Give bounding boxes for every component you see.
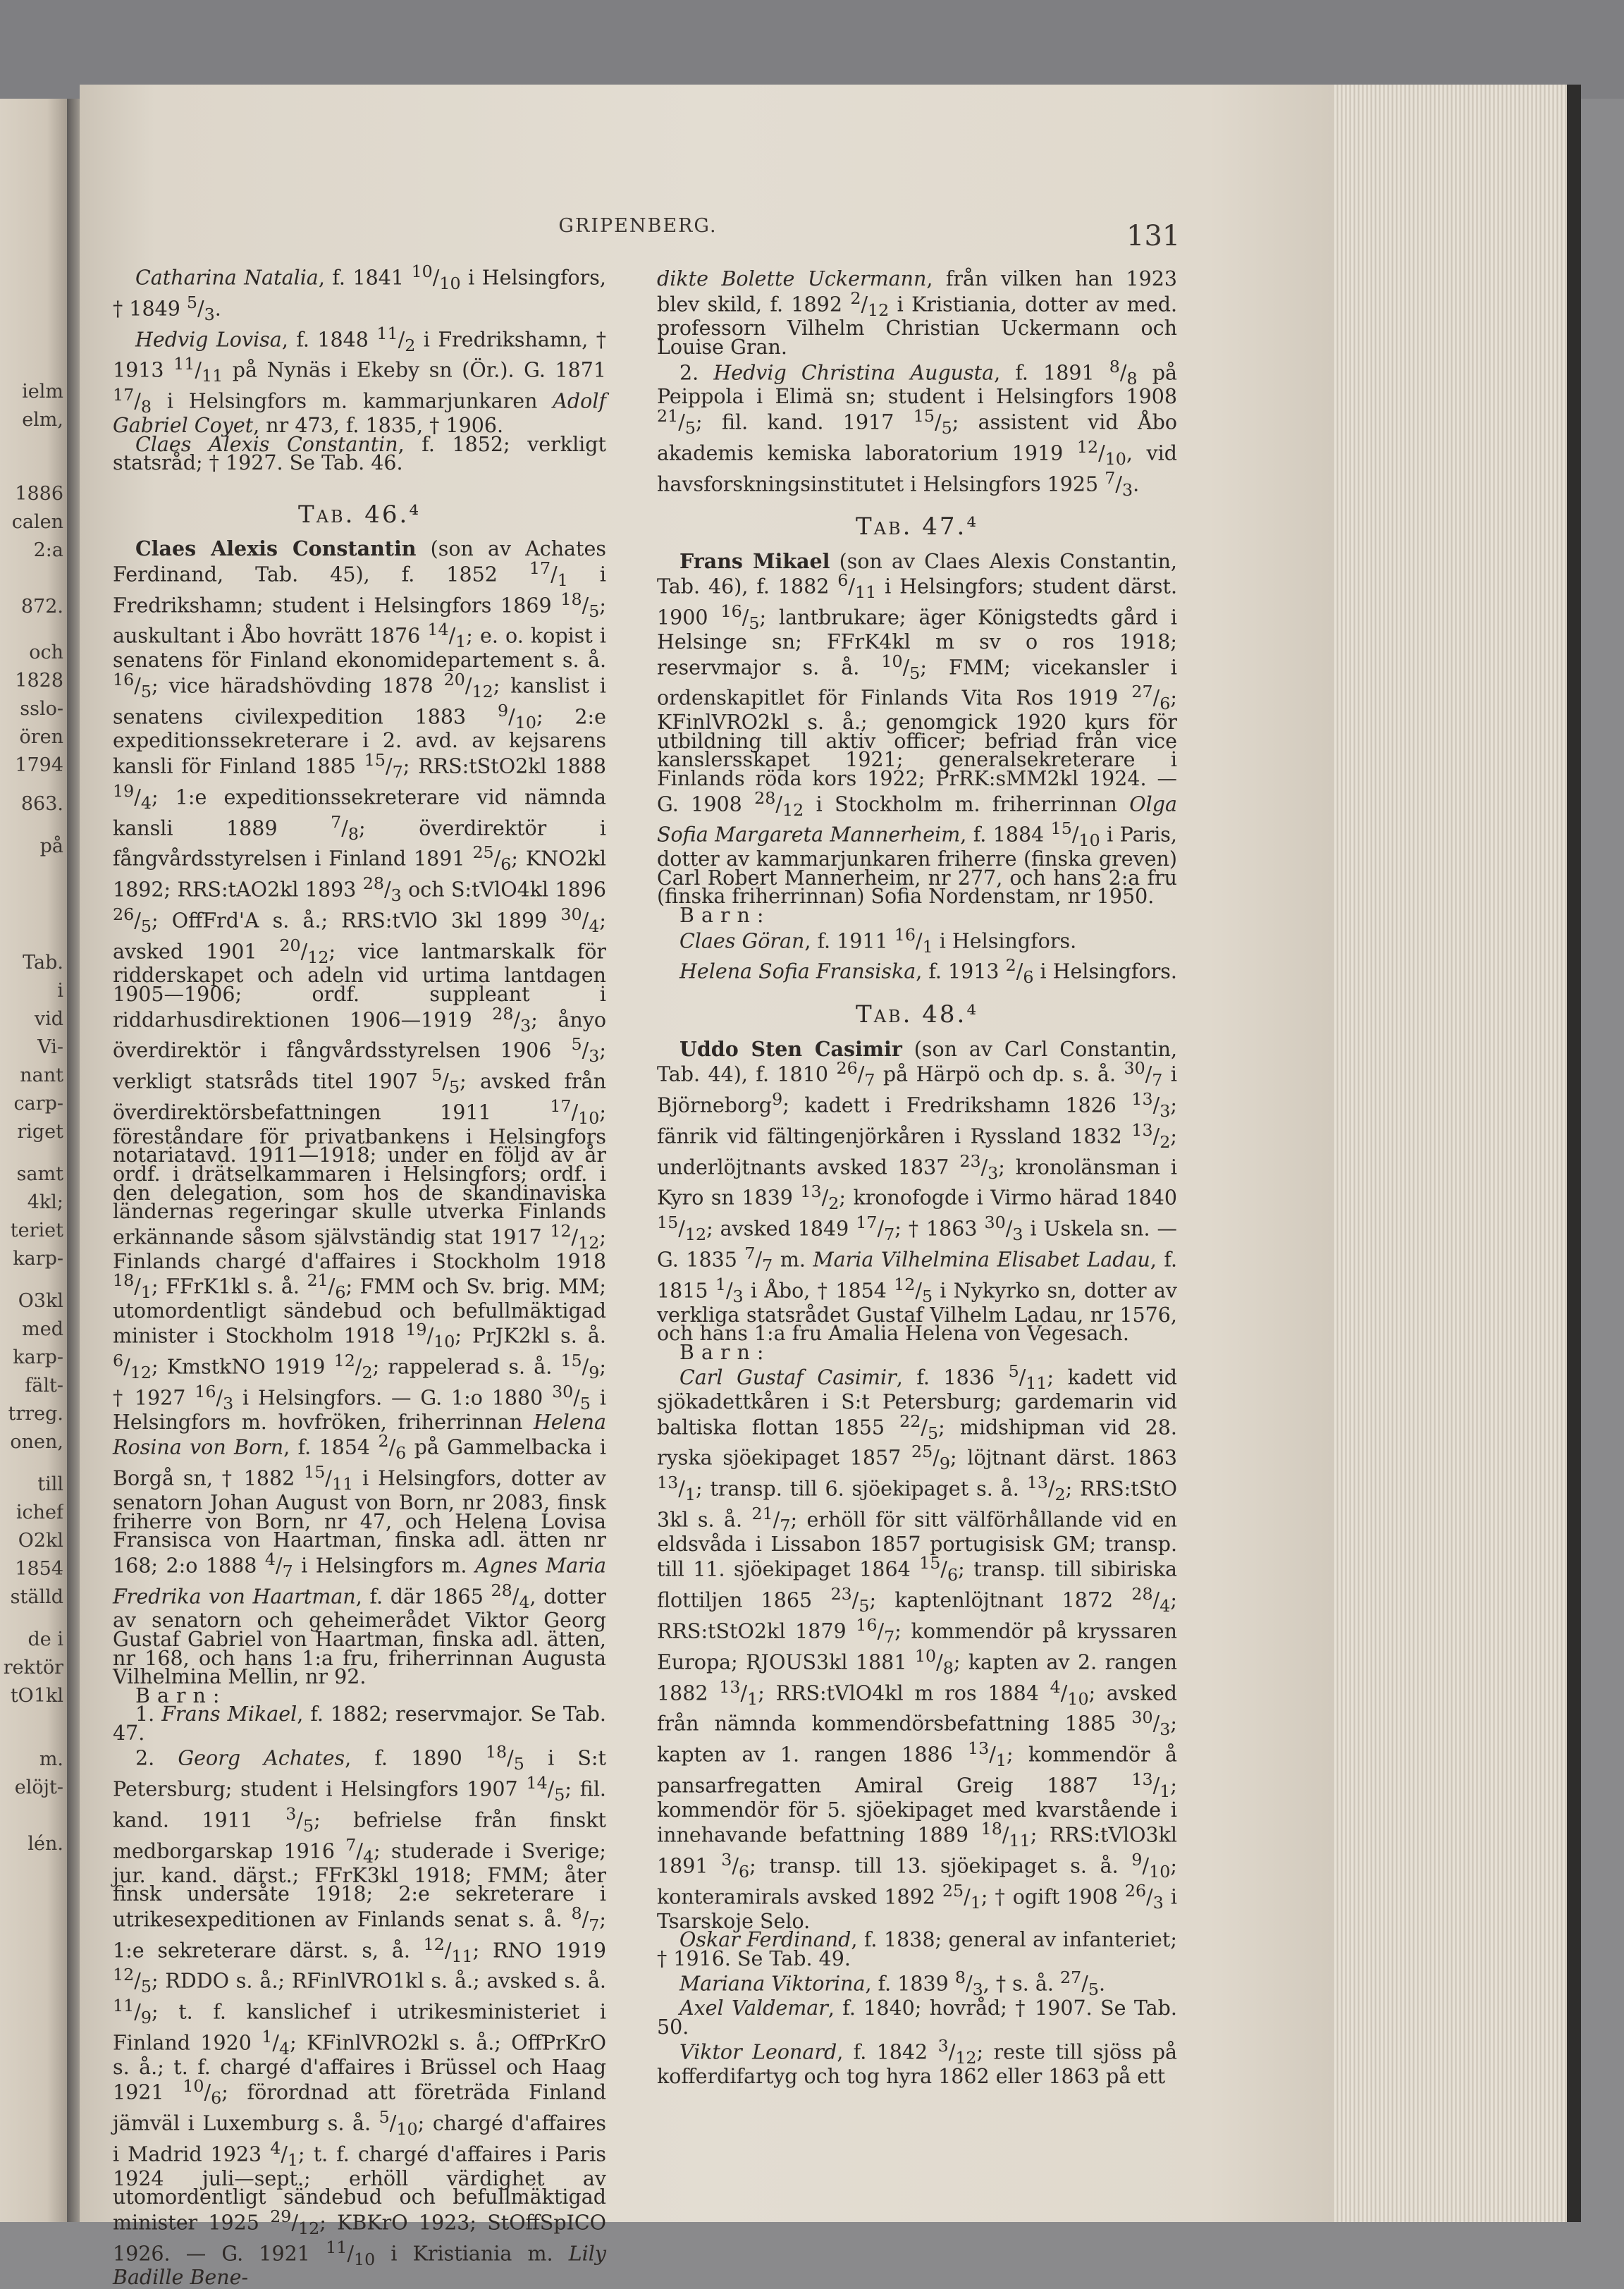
- child-entry: Oskar Ferdinand, f. 1838; general av infanteriet; † 1916. Se Tab. 49.: [657, 1928, 1177, 1970]
- running-header: GRIPENBERG.: [558, 215, 718, 237]
- left-page-fragment: i: [57, 980, 63, 1002]
- entry-paragraph: dikte Bolette Uckermann, från vilken han 1923 blev skild, f. 1892 $^2/_{12}$ i Kristiania, dotter av med. professorn Vilhelm Christian Uckermann och Louise Gran.: [657, 267, 1178, 359]
- children-label: Barn:: [679, 903, 771, 927]
- left-page-fragment: riget: [17, 1121, 63, 1143]
- left-page-fragment: ichef: [16, 1502, 63, 1523]
- left-page-fragment: O3kl: [18, 1290, 63, 1312]
- left-page-fragment: på: [39, 835, 63, 857]
- left-page-fragment: med: [22, 1318, 63, 1340]
- table-heading: Tab. 48.⁴: [856, 1000, 978, 1029]
- child-entry: Viktor Leonard, f. 1842 $^3/_{12}$; reste till sjöss på kofferdifartyg och tog hyra 1862 eller 1863 på ett: [657, 2036, 1177, 2089]
- entry-paragraph: Hedvig Lovisa, f. 1848 $^{11}/_2$ i Fredrikshamn, † 1913 $^{11}/_{11}$ på Nynäs i Ekeby sn (Ör.). G. 1871 $^{17}/_8$ i Helsingfors m. kammarjunkaren Adolf Gabriel Coyet, nr 473, f. 1835, † 1906.: [113, 323, 607, 437]
- left-page-fragment: vid: [34, 1008, 63, 1030]
- entry-paragraph: Claes Alexis Constantin, f. 1852; verkligt statsråd; † 1927. Se Tab. 46.: [113, 432, 606, 475]
- left-page-fragment: lén.: [27, 1833, 63, 1855]
- left-page-fragment: ielm: [22, 381, 63, 403]
- left-page-fragment: Tab.: [23, 952, 63, 974]
- scan-background: [0, 0, 1624, 99]
- left-column: [113, 262, 606, 2288]
- left-page-fragment: teriet: [10, 1220, 63, 1241]
- entry-paragraph: Uddo Sten Casimir (son av Carl Constantin, Tab. 44), f. 1810 $^{26}/_7$ på Härpö och dp. s. å. $^{30}/_7$ i Björneborg$^9$; kadett i Fredrikshamn 1826 $^{13}/_3$; fänrik vid fältingenjörkåren i Ryssland 1832 $^{13}/_2$; underlöjtnants avsked 1837 $^{23}/_3$; kronolänsman i Kyro sn 1839 $^{13}/_2$; kronofogde i Virmo härad 1840 $^{15}/_{12}$; avsked 1849 $^{17}/_7$; † 1863 $^{30}/_3$ i Uskela sn. — G. 1835 $^7/_7$ m. Maria Vilhelmina Elisabet Ladau, f. 1815 $^1/_3$ i Åbo, † 1854 $^{12}/_5$ i Nykyrko sn, dotter av verkliga statsrådet Gustaf Vilhelm Ladau, nr 1576, och hans 1:a fru Amalia Helena von Vegesach.: [657, 1036, 1177, 1346]
- left-page-fragment: 1794: [15, 754, 63, 776]
- left-page-fragment: elöjt-: [14, 1776, 63, 1798]
- left-page-fragment: 863.: [20, 793, 63, 815]
- right-column: [657, 267, 1178, 2089]
- table-heading: Tab. 46.⁴: [298, 500, 421, 529]
- book-gutter: [67, 99, 80, 2222]
- left-page-fragment: fält-: [25, 1375, 63, 1397]
- left-page-fragment: 4kl;: [27, 1191, 63, 1213]
- child-entry: Claes Göran, f. 1911 $^{16}/_1$ i Helsingfors.: [679, 924, 1077, 957]
- child-entry: Carl Gustaf Casimir, f. 1836 $^5/_{11}$; kadett vid sjökadettkåren i S:t Petersburg; gardemarin vid baltiska flottan 1855 $^{22}/_5$; midshipman vid 28. ryska sjöekipaget 1857 $^{25}/_9$; löjtnant därst. 1863 $^{13}/_1$; transp. till 6. sjöekipaget s. å. $^{13}/_2$; RRS:tStO 3kl s. å. $^{21}/_7$; erhöll för sitt välförhållande vid en eldsvåda i Lissabon 1857 portugisisk GM; transp. till 11. sjöekipaget 1864 $^{15}/_6$; transp. till sibiriska flottiljen 1865 $^{23}/_5$; kaptenlöjtnant 1872 $^{28}/_4$; RRS:tStO2kl 1879 $^{16}/_7$; kommendör på kryssaren Europa; RJOUS3kl 1881 $^{10}/_8$; kapten av 2. rangen 1882 $^{13}/_1$; RRS:tVlO4kl m ros 1884 $^4/_{10}$; avsked från nämnda kommendörsbefattning 1885 $^{30}/_3$; kapten av 1. rangen 1886 $^{13}/_1$; kommendör å pansarfregatten Amiral Greig 1887 $^{13}/_1$; kommendör för 5. sjöekipaget med kvarstående i innehavande befattning 1889 $^{18}/_{11}$; RRS:tVlO3kl 1891 $^3/_6$; transp. till 13. sjöekipaget s. å. $^9/_{10}$; konteramirals avsked 1892 $^{25}/_1$; † ogift 1908 $^{26}/_3$ i Tsarskoje Selo.: [657, 1361, 1178, 1933]
- left-page-fragment: karp-: [13, 1248, 63, 1270]
- left-page-fragment: m.: [39, 1748, 63, 1770]
- child-entry: 1. Frans Mikael, f. 1882; reservmajor. Se Tab. 47.: [113, 1702, 606, 1745]
- left-page-fragment: ören: [19, 726, 63, 748]
- left-page-fragment: rektör: [3, 1657, 63, 1679]
- left-page-fragment: tO1kl: [10, 1685, 63, 1707]
- left-page-fragment: 2:a: [33, 539, 63, 561]
- entry-paragraph: Frans Mikael (son av Claes Alexis Constantin, Tab. 46), f. 1882 $^6/_{11}$ i Helsingfors; student därst. 1900 $^{16}/_5$; lantbrukare; äger Königstedts gård i Helsinge sn; FFrK4kl m sv o ros 1918; reservmajor s. å. $^{10}/_5$; FMM; vicekansler i ordenskapitlet för Finlands Vita Ros 1919 $^{27}/_6$; KFinlVRO2kl s. å.; genomgick 1920 kurs för utbildning till aktiv officer; befriad från vice kanslersskapet 1921; generalsekreterare i Finlands röda kors 1922; PrRK:sMM2kl 1924. — G. 1908 $^{28}/_{12}$ i Stockholm m. friherrinnan Olga Sofia Margareta Mannerheim, f. 1884 $^{15}/_{10}$ i Paris, dotter av kammarjunkaren friherre (finska greven) Carl Robert Mannerheim, nr 277, och hans 2:a fru (finska friherrinnan) Sofia Nordenstam, nr 1950.: [657, 548, 1177, 909]
- children-label: Barn:: [679, 1340, 771, 1364]
- left-page-fragment: ställd: [10, 1586, 63, 1608]
- left-page-fragment: de i: [27, 1628, 63, 1650]
- left-page-fragment: Vi-: [37, 1036, 63, 1058]
- left-page-fragment: 1828: [15, 670, 63, 692]
- table-heading: Tab. 47.⁴: [856, 513, 978, 541]
- left-page-fragment: elm,: [22, 409, 63, 431]
- child-entry: Mariana Viktorina, f. 1839 $^8/_3$, † s. å. $^{27}/_5$.: [679, 1968, 1106, 2000]
- left-page-fragment: till: [37, 1473, 63, 1495]
- left-page-fragment: O2kl: [18, 1530, 63, 1552]
- child-entry: 2. Hedvig Christina Augusta, f. 1891 $^8/_8$ på Peippola i Elimä sn; student i Helsingfors 1908 $^{21}/_5$; fil. kand. 1917 $^{15}/_5$; assistent vid Åbo akademis kemiska laboratorium 1919 $^{12}/_{10}$, vid havsforskningsinstitutet i Helsingfors 1925 $^7/_3$.: [657, 356, 1178, 500]
- book-cover-edge: [1567, 85, 1581, 2222]
- left-page-fragment: samt: [16, 1163, 63, 1185]
- children-label: Barn:: [135, 1683, 227, 1707]
- left-page-fragment: sslo-: [20, 698, 63, 720]
- entry-paragraph: Claes Alexis Constantin (son av Achates Ferdinand, Tab. 45), f. 1852 $^{17}/_1$ i Fredrikshamn; student i Helsingfors 1869 $^{18}/_5$; auskultant i Åbo hovrätt 1876 $^{14}/_1$; e. o. kopist i senatens för Finland ekonomidepartement s. å. $^{16}/_5$; vice häradshövding 1878 $^{20}/_{12}$; kanslist i senatens civilexpedition 1883 $^9/_{10}$; 2:e expeditionssekreterare i 2. avd. av kejsarens kansli för Finland 1885 $^{15}/_7$; RRS:tStO2kl 1888 $^{19}/_4$; 1:e expeditionssekreterare vid nämnda kansli 1889 $^7/_8$; överdirektör i fångvårdsstyrelsen i Finland 1891 $^{25}/_6$; KNO2kl 1892; RRS:tAO2kl 1893 $^{28}/_3$ och S:tVlO4kl 1896 $^{26}/_5$; OffFrd'A s. å.; RRS:tVlO 3kl 1899 $^{30}/_4$; avsked 1901 $^{20}/_{12}$; vice lantmarskalk för ridderskapet och adeln vid urtima lantdagen 1905—1906; ordf. suppleant i riddarhusdirektionen 1906—1919 $^{28}/_3$; ånyo överdirektör i fångvårdsstyrelsen 1906 $^5/_3$; verkligt statsråds titel 1907 $^5/_5$; avsked från överdirektörsbefattningen 1911 $^{17}/_{10}$; föreståndare för privatbankens i Helsingfors notariatavd. 1911—1918; under en följd av år ordf. i drätselkammaren i Helsingfors; ordf. i den delegation, som hos de skandinaviska ländernas regeringar skulle utverka Finlands erkännande såsom självständig stat 1917 $^{12}/_{12}$; Finlands chargé d'affaires i Stockholm 1918 $^{18}/_1$; FFrK1kl s. å. $^{21}/_6$; FMM och Sv. brig. MM; utomordentligt sändebud och befullmäktigad minister i Stockholm 1918 $^{19}/_{10}$; PrJK2kl s. å. $^6/_{12}$; KmstkNO 1919 $^{12}/_2$; rappelerad s. å. $^{15}/_9$; † 1927 $^{16}/_3$ i Helsingfors. — G. 1:o 1880 $^{30}/_5$ i Helsingfors m. hovfröken, friherrinnan Helena Rosina von Born, f. 1854 $^2/_6$ på Gammelbacka i Borgå sn, † 1882 $^{15}/_{11}$ i Helsingfors, dotter av senatorn Johan August von Born, nr 2083, finsk friherre von Born, nr 47, och Helena Lovisa Fransisca von Haartman, finska adl. ätten nr 168; 2:o 1888 $^4/_7$ i Helsingfors m. Agnes Maria Fredrika von Haartman, f. där 1865 $^{28}/_4$, dotter av senatorn och geheimerådet Viktor Georg Gustaf Gabriel von Haartman, finska adl. ätten, nr 168, och hans 1:a fru, friherrinnan Augusta Vilhelmina Mellin, nr 92.: [113, 536, 607, 1689]
- left-page-fragment: 872.: [20, 596, 63, 618]
- left-page-fragment: 1854: [15, 1558, 63, 1580]
- child-entry: 2. Georg Achates, f. 1890 $^{18}/_5$ i S:t Petersburg; student i Helsingfors 1907 $^{14}/_5$; fil. kand. 1911 $^3/_5$; befrielse från finskt medborgarskap 1916 $^7/_4$; studerade i Sverige; jur. kand. därst.; FFrK3kl 1918; FMM; åter finsk undersåte 1918; 2:e sekreterare i utrikesexpeditionen av Finlands senat s. å. $^8/_7$; 1:e sekreterare därst. s, å. $^{12}/_{11}$; RNO 1919 $^{12}/_5$; RDDO s. å.; RFinlVRO1kl s. å.; avsked s. å. $^{11}/_9$; t. f. kanslichef i utrikesministeriet i Finland 1920 $^1/_4$; KFinlVRO2kl s. å.; OffPrKrO s. å.; t. f. chargé d'affaires i Brüssel och Haag 1921 $^{10}/_6$; förordnad att företräda Finland jämväl i Luxemburg s. å. $^5/_{10}$; chargé d'affaires i Madrid 1923 $^4/_1$; t. f. chargé d'affaires i Paris 1924 juli—sept.; erhöll värdighet av utomordentligt sändebud och befullmäktigad minister 1925 $^{29}/_{12}$; KBKrO 1923; StOffSpICO 1926. — G. 1921 $^{11}/_{10}$ i Kristiania m. Lily Badille Bene-: [113, 1742, 607, 2289]
- left-page-fragment: 1886: [15, 483, 63, 505]
- left-page-fragment: karp-: [13, 1346, 63, 1368]
- child-entry: Helena Sofia Fransiska, f. 1913 $^2/_6$ i Helsingfors.: [679, 955, 1177, 988]
- child-entry: Axel Valdemar, f. 1840; hovråd; † 1907. Se Tab. 50.: [657, 1996, 1177, 2039]
- left-page-fragment: onen,: [10, 1431, 63, 1453]
- left-page-edge: [0, 99, 67, 2222]
- left-page-fragment: carp-: [13, 1093, 63, 1115]
- page-number: 131: [1126, 220, 1181, 252]
- entry-paragraph: Catharina Natalia, f. 1841 $^{10}/_{10}$ i Helsingfors, † 1849 $^5/_3$.: [113, 262, 606, 324]
- page-block-edges: [1334, 85, 1567, 2222]
- left-page-fragment: nant: [20, 1064, 63, 1086]
- left-page-fragment: trreg.: [8, 1403, 63, 1425]
- left-page-fragment: calen: [11, 511, 63, 533]
- left-page-fragment: och: [29, 642, 63, 663]
